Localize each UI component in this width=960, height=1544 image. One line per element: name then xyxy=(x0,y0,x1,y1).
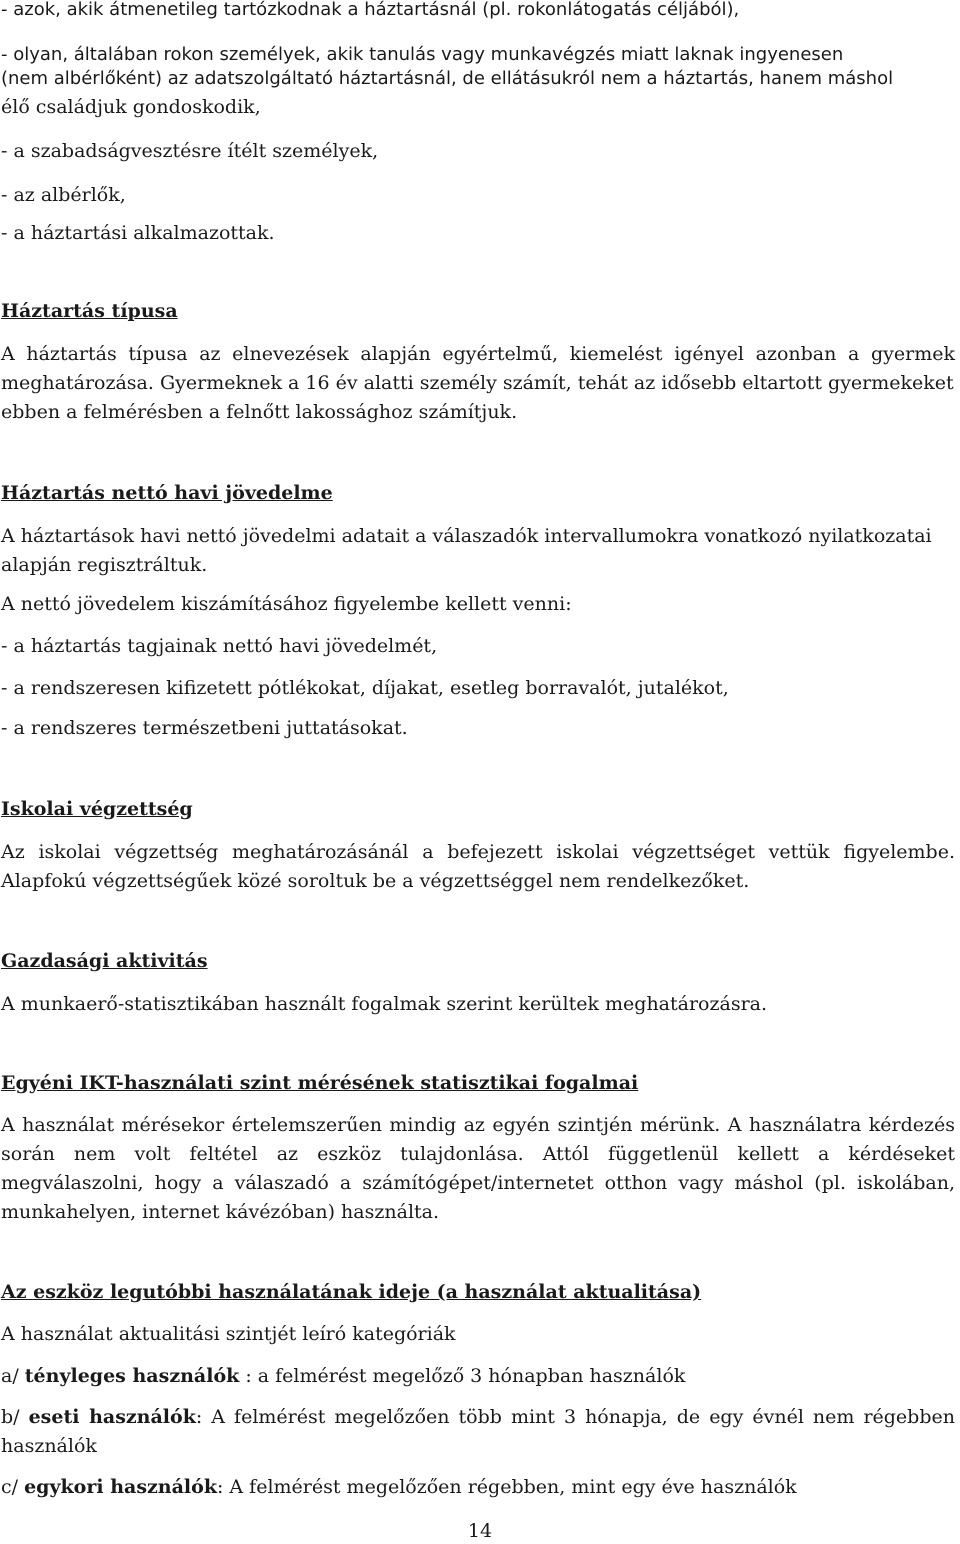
paragraph-line: megválaszolni, hogy a válaszadó a számítógépet/internetet otthon vagy máshol (pl. iskolában, xyxy=(1,1172,955,1194)
page-number: 14 xyxy=(467,1520,493,1542)
list-item: - az albérlők, xyxy=(1,184,126,206)
list-item: élő családjuk gondoskodik, xyxy=(1,96,261,118)
list-item: - a háztartási alkalmazottak. xyxy=(1,222,275,244)
section-heading: Az eszköz legutóbbi használatának ideje (a használat aktualitása) xyxy=(1,1281,702,1303)
paragraph-line: alapján regisztráltuk. xyxy=(1,554,208,576)
paragraph-line: A háztartás típusa az elnevezések alapján egyértelmű, kiemelést igényel azonban a gyermek xyxy=(1,343,955,365)
term-bold: tényleges használók xyxy=(24,1365,240,1387)
paragraph-line: meghatározása. Gyermeknek a 16 év alatti személy számít, tehát az idősebb eltartott gyermekeket xyxy=(1,372,954,394)
paragraph-line: A nettó jövedelem kiszámításához figyelembe kellett venni: xyxy=(1,593,572,615)
list-item: - a háztartás tagjainak nettó havi jövedelmét, xyxy=(1,635,438,657)
list-item: - a rendszeresen kifizetett pótlékokat, díjakat, esetleg borravalót, jutalékot, xyxy=(1,677,729,699)
term-bold: egykori használók xyxy=(24,1476,217,1498)
section-heading: Gazdasági aktivitás xyxy=(1,950,208,972)
list-item: (nem albérlőként) az adatszolgáltató háztartásnál, de ellátásukról nem a háztartás, hanem máshol xyxy=(1,68,894,89)
list-marker: b/ xyxy=(1,1406,29,1428)
paragraph-line: során nem volt feltétel az eszköz tulajdonlása. Attól függetlenül kellett a kérdéseket xyxy=(1,1143,955,1165)
term-definition: : A felmérést megelőzően régebben, mint egy éve használók xyxy=(216,1476,797,1498)
paragraph-line: A használat aktualitási szintjét leíró kategóriák xyxy=(1,1323,456,1345)
paragraph-line: A munkaerő-statisztikában használt fogalmak szerint kerültek meghatározásra. xyxy=(1,993,768,1015)
list-marker: a/ xyxy=(1,1365,25,1387)
list-item: - olyan, általában rokon személyek, akik tanulás vagy munkavégzés miatt laknak ingyenesen xyxy=(1,44,844,65)
list-item: - a szabadságvesztésre ítélt személyek, xyxy=(1,140,379,162)
list-item xyxy=(1,1362,685,1391)
paragraph-line: ebben a felmérésben a felnőtt lakossághoz számítjuk. xyxy=(1,401,518,423)
paragraph-line: munkahelyen, internet kávézóban) használta. xyxy=(1,1201,440,1223)
list-marker: c/ xyxy=(1,1476,25,1498)
paragraph-line: használók xyxy=(1,1435,97,1457)
section-heading: Háztartás típusa xyxy=(1,300,178,322)
section-heading: Egyéni IKT-használati szint mérésének statisztikai fogalmai xyxy=(1,1072,639,1094)
list-item xyxy=(1,1473,797,1502)
paragraph-line: A háztartások havi nettó jövedelmi adatait a válaszadók intervallumokra vonatkozó nyilatkozatai xyxy=(1,525,932,547)
section-heading: Iskolai végzettség xyxy=(1,798,193,820)
paragraph-line: Alapfokú végzettségűek közé soroltuk be a végzettséggel nem rendelkezőket. xyxy=(1,870,750,892)
term-bold: eseti használók xyxy=(28,1406,196,1428)
list-item xyxy=(1,1403,955,1432)
term-definition: : A felmérést megelőzően több mint 3 hónapja, de egy évnél nem régebben xyxy=(195,1406,955,1428)
section-heading: Háztartás nettó havi jövedelme xyxy=(1,482,333,504)
paragraph-line: Az iskolai végzettség meghatározásánál a befejezett iskolai végzettséget vettük figyelembe. xyxy=(1,841,955,863)
list-item: - azok, akik átmenetileg tartózkodnak a háztartásnál (pl. rokonlátogatás céljából), xyxy=(1,0,740,20)
list-item: - a rendszeres természetbeni juttatásokat. xyxy=(1,717,408,739)
paragraph-line: A használat mérésekor értelemszerűen mindig az egyén szintjén mérünk. A használatra kérdezés xyxy=(1,1114,955,1136)
term-definition: : a felmérést megelőző 3 hónapban használók xyxy=(239,1365,686,1387)
